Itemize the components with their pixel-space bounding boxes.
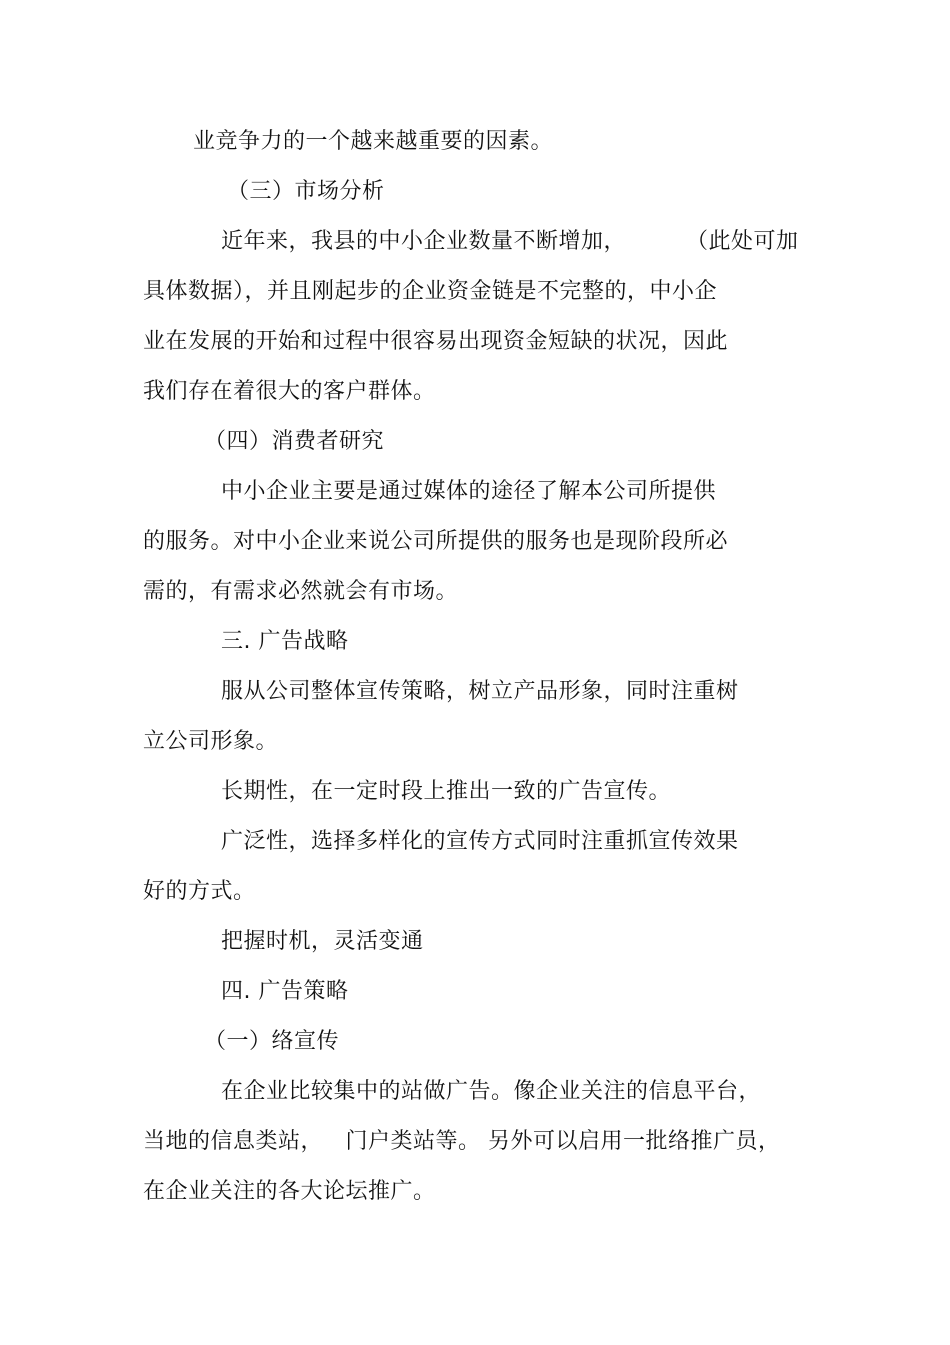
paragraph-line: 具体数据），并且刚起步的企业资金链是不完整的，中小企 xyxy=(143,279,718,304)
paragraph-line: 需的，有需求必然就会有市场。 xyxy=(143,579,459,604)
paragraph-line: 好的方式。 xyxy=(143,879,256,904)
paragraph-line: 业在发展的开始和过程中很容易出现资金短缺的状况，因此 xyxy=(143,329,729,354)
section-heading: （一）络宣传 xyxy=(204,1029,340,1054)
paragraph-line: 在企业比较集中的站做广告。像企业关注的信息平台， xyxy=(221,1079,762,1104)
paragraph-line: 广泛性，选择多样化的宣传方式同时注重抓宣传效果 xyxy=(221,829,739,854)
paragraph-line: 在企业关注的各大论坛推广。 xyxy=(143,1179,436,1204)
paragraph-line: 服从公司整体宣传策略，树立产品形象，同时注重树 xyxy=(221,679,739,704)
paragraph-line: 把握时机，灵活变通 xyxy=(221,929,424,954)
paragraph-line: 的服务。对中小企业来说公司所提供的服务也是现阶段所必 xyxy=(143,529,729,554)
paragraph-line: 当地的信息类站， 门户类站等。 另外可以启用一批络推广员， xyxy=(143,1129,781,1154)
paragraph-line: 我们存在着很大的客户群体。 xyxy=(143,379,436,404)
paragraph-line: 立公司形象。 xyxy=(143,729,279,754)
paragraph-line: 近年来，我县的中小企业数量不断增加， （此处可加 xyxy=(221,229,799,254)
section-heading: （三）市场分析 xyxy=(227,179,385,204)
paragraph-line: 中小企业主要是通过媒体的途径了解本公司所提供 xyxy=(221,479,717,504)
section-heading: 四. 广告策略 xyxy=(221,979,349,1004)
paragraph-line: 长期性，在一定时段上推出一致的广告宣传。 xyxy=(221,779,672,804)
section-heading: 三. 广告战略 xyxy=(221,629,349,654)
paragraph-line: 业竞争力的一个越来越重要的因素。 xyxy=(193,129,554,154)
section-heading: （四）消费者研究 xyxy=(204,429,385,454)
